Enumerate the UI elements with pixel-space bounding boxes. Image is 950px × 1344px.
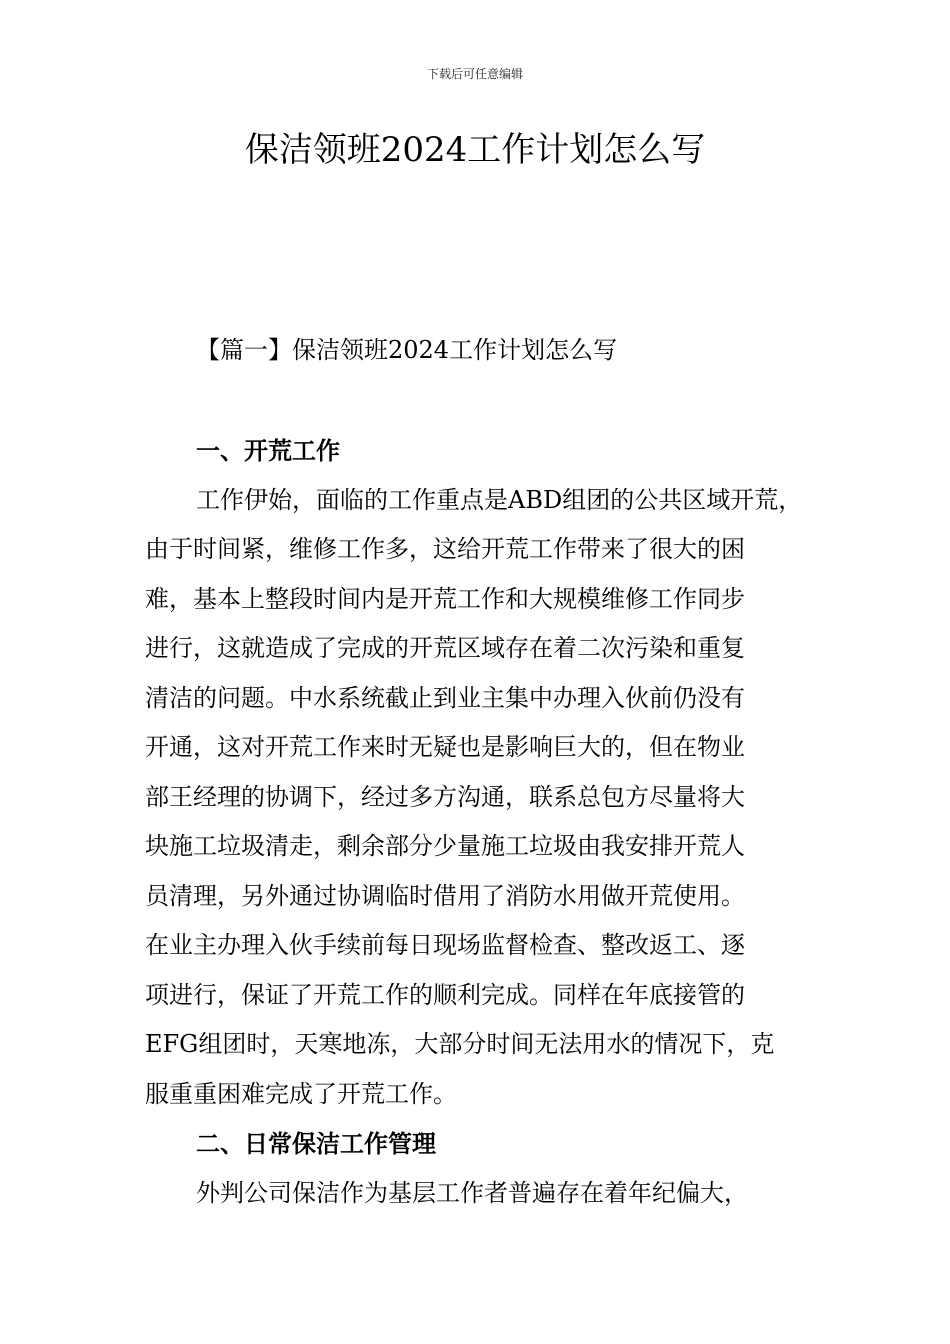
paragraph-line: 开通，这对开荒工作来时无疑也是影响巨大的，但在物业 bbox=[145, 733, 745, 761]
section-heading-2: 二、日常保洁工作管理 bbox=[196, 1129, 436, 1158]
paragraph-line: EFG组团时，天寒地冻，大部分时间无法用水的情况下，克 bbox=[145, 1030, 775, 1058]
paragraph-line: 清洁的问题。中水系统截止到业主集中办理入伙前仍没有 bbox=[145, 683, 745, 712]
paragraph-line: 服重重困难完成了开荒工作。 bbox=[145, 1079, 457, 1108]
paragraph-line: 在业主办理入伙手续前每日现场监督检查、整改返工、逐 bbox=[145, 931, 745, 959]
paragraph-2 bbox=[145, 1169, 825, 1219]
paragraph-line: 进行，这就造成了完成的开荒区域存在着二次污染和重复 bbox=[145, 634, 745, 662]
paragraph-line: 难，基本上整段时间内是开荒工作和大规模维修工作同步 bbox=[145, 584, 745, 613]
paragraph-line: 员清理，另外通过协调临时借用了消防水用做开荒使用。 bbox=[145, 881, 745, 910]
paragraph-1 bbox=[145, 476, 825, 1120]
paragraph-line: 由于时间紧，维修工作多，这给开荒工作带来了很大的困 bbox=[145, 535, 745, 563]
header-note: 下载后可任意编辑 bbox=[426, 67, 523, 81]
document-body bbox=[145, 426, 825, 1218]
section-heading-1: 一、开荒工作 bbox=[196, 436, 340, 465]
paragraph-line: 外判公司保洁作为基层工作者普遍存在着年纪偏大， bbox=[196, 1178, 748, 1207]
paragraph-line: 块施工垃圾清走，剩余部分少量施工垃圾由我安排开荒人 bbox=[145, 832, 745, 860]
paragraph-line: 项进行，保证了开荒工作的顺利完成。同样在年底接管的 bbox=[145, 980, 745, 1009]
paragraph-line: 部王经理的协调下，经过多方沟通，联系总包方尽量将大 bbox=[145, 782, 745, 811]
paragraph-line: 工作伊始，面临的工作重点是ABD组团的公共区域开荒， bbox=[196, 485, 803, 514]
document-title: 保洁领班2024工作计划怎么写 bbox=[244, 130, 706, 170]
section-title: 【篇一】保洁领班2024工作计划怎么写 bbox=[196, 336, 618, 364]
